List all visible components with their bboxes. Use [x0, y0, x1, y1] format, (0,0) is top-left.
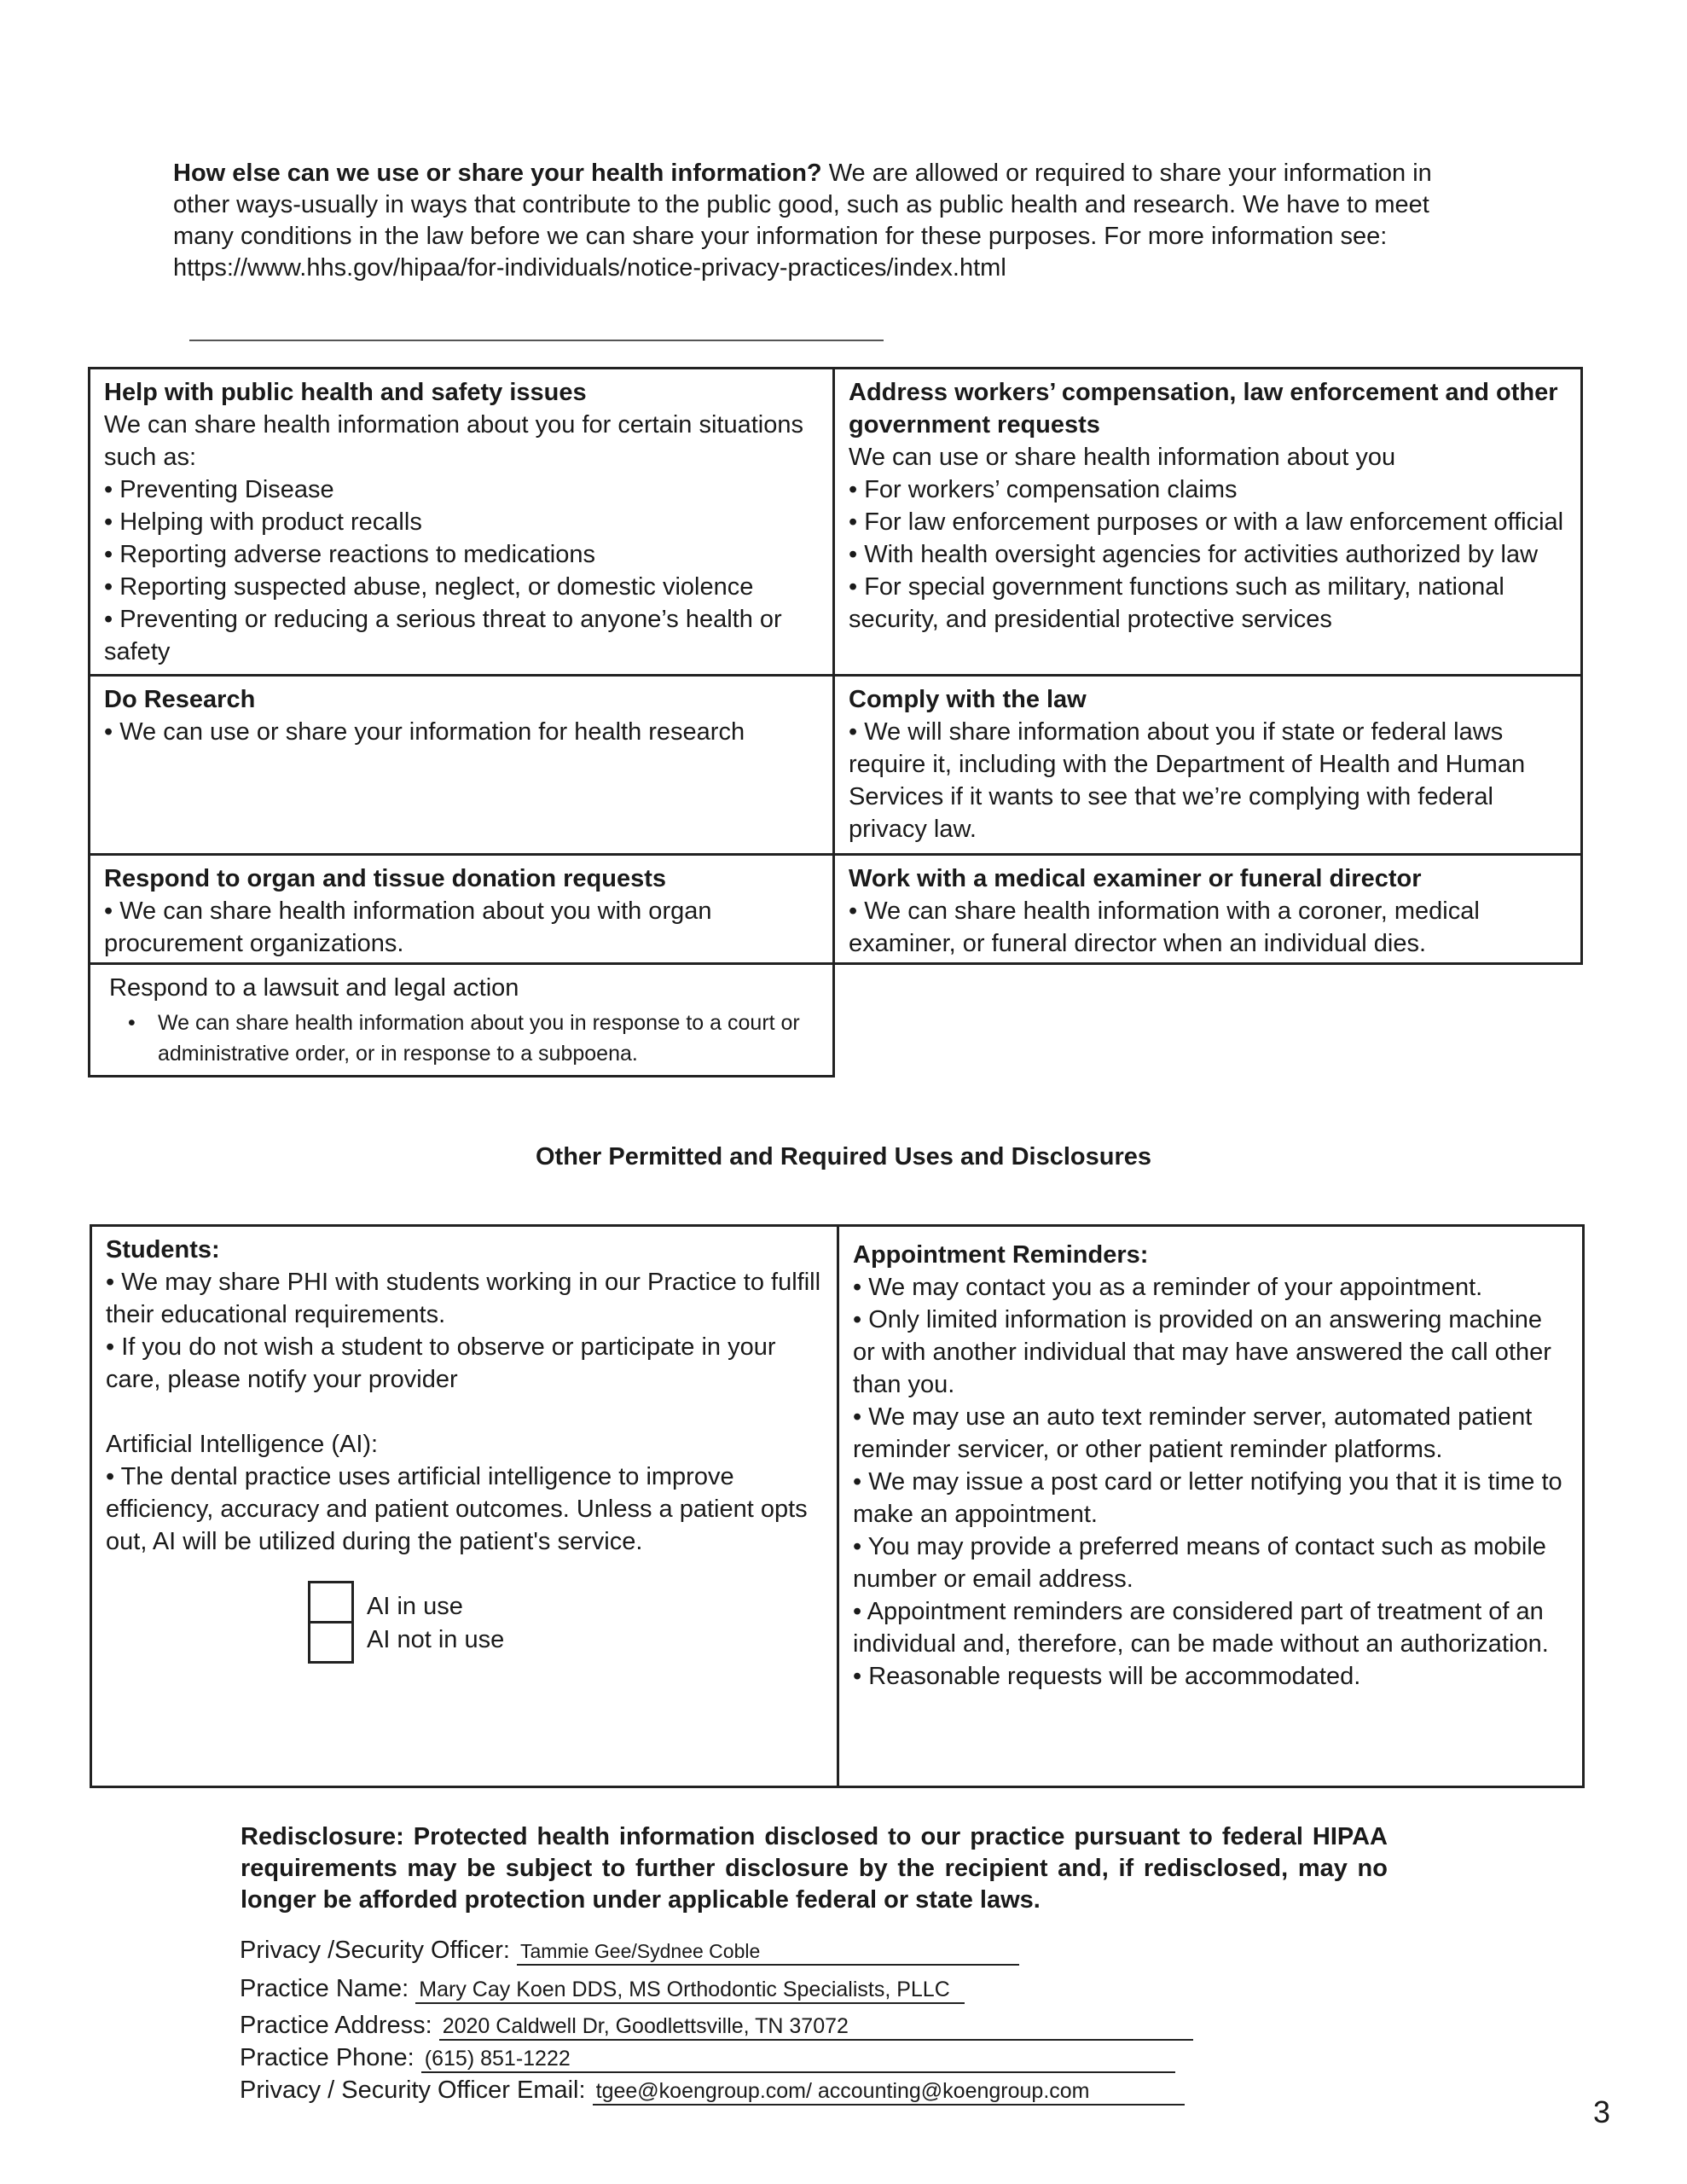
cell-title: Respond to a lawsuit and legal action	[109, 974, 519, 1002]
bullet: •	[128, 1011, 136, 1035]
list-item: • For workers’ compensation claims	[849, 476, 1238, 503]
intro-paragraph	[173, 158, 1487, 284]
list-item: • Preventing or reducing a serious threat to anyone’s health or safety	[104, 606, 782, 665]
practice-name-row	[240, 1973, 965, 2004]
officer-field[interactable]: Tammie Gee/Sydnee Coble	[517, 1938, 1019, 1966]
redisclosure-paragraph: Redisclosure: Protected health information disclosed to our practice pursuant to federal HIPAA requirements may be subject to further disclosure by the recipient and, if redisclosed, may no longer be afforded protection under applicable federal or state laws.	[241, 1823, 1388, 1914]
practice-name-label: Practice Name:	[240, 1975, 409, 2002]
list-item: • We will share information about you if state or federal laws require it, including with the Department of Health and Human Services if it wants to see that we’re complying with federal privacy law.	[849, 718, 1526, 843]
practice-phone-row	[240, 2042, 1175, 2073]
cell-workers-comp	[832, 367, 1583, 677]
cell-title: Address workers’ compensation, law enforcement and other government requests	[849, 379, 1558, 439]
cell-intro: We can share health information about you for certain situations such as:	[104, 411, 803, 471]
cell-title: Work with a medical examiner or funeral director	[849, 865, 1422, 892]
list-item: • With health oversight agencies for activities authorized by law	[849, 541, 1539, 568]
cell-intro: We can use or share health information about you	[849, 444, 1396, 471]
list-item: • We may contact you as a reminder of your appointment.	[853, 1274, 1483, 1301]
cell-students	[90, 1224, 839, 1788]
cell-comply-law	[832, 674, 1583, 856]
list-item: • For law enforcement purposes or with a law enforcement official	[849, 508, 1564, 536]
intro-divider	[189, 340, 884, 341]
practice-address-row	[240, 2010, 1193, 2041]
cell-title: Appointment Reminders:	[853, 1241, 1149, 1269]
lawsuit-text: We can share health information about you in response to a court or administrative order, or in response to a subpoena.	[158, 1011, 800, 1066]
intro-body: We are allowed or required to share your information in other ways-usually in ways that contribute to the public good, such as public health and research. We have to meet many conditions in the law before we can share your information for these purposes. For more information see: https://www.hhs.gov/hipaa/for-individuals/notice-privacy-practices/index.html	[173, 160, 1432, 282]
list-item: • Reasonable requests will be accommodated.	[853, 1663, 1361, 1690]
practice-phone-label: Practice Phone:	[240, 2044, 415, 2071]
officer-email-row	[240, 2075, 1185, 2106]
ai-not-in-use-checkbox[interactable]	[308, 1621, 354, 1664]
list-item: • For special government functions such as military, national security, and presidential protective services	[849, 573, 1504, 633]
cell-public-health	[88, 367, 835, 677]
section-title: Other Permitted and Required Uses and Disclosures	[536, 1143, 1151, 1170]
practice-address-label: Practice Address:	[240, 2012, 432, 2039]
officer-email-label: Privacy / Security Officer Email:	[240, 2077, 586, 2104]
officer-label: Privacy /Security Officer:	[240, 1937, 510, 1964]
cell-medical-examiner	[832, 853, 1583, 965]
practice-address-field[interactable]: 2020 Caldwell Dr, Goodlettsville, TN 37072	[439, 2013, 1193, 2041]
list-item: • Reporting adverse reactions to medications	[104, 541, 595, 568]
page-number: 3	[1592, 2094, 1610, 2129]
cell-research	[88, 674, 835, 856]
officer-row	[240, 1935, 1019, 1966]
officer-email-field[interactable]: tgee@koengroup.com/ accounting@koengroup.com	[593, 2078, 1185, 2106]
ai-not-in-use-label: AI not in use	[367, 1626, 505, 1653]
cell-organ-donation	[88, 853, 835, 965]
intro-question: How else can we use or share your health information?	[173, 160, 822, 187]
cell-title: Respond to organ and tissue donation requests	[104, 865, 666, 892]
cell-title: Do Research	[104, 686, 256, 713]
practice-name-field[interactable]: Mary Cay Koen DDS, MS Orthodontic Specialists, PLLC	[415, 1977, 965, 2004]
list-item: • We may issue a post card or letter notifying you that it is time to make an appointment.	[853, 1468, 1562, 1528]
list-item: • Only limited information is provided on an answering machine or with another individual that may have answered the call other than you.	[853, 1306, 1551, 1398]
ai-title: Artificial Intelligence (AI):	[106, 1431, 379, 1458]
practice-phone-field[interactable]: (615) 851-1222	[421, 2046, 1175, 2073]
list-item: • We may share PHI with students working in our Practice to fulfill their educational requirements.	[106, 1269, 821, 1328]
ai-in-use-label: AI in use	[367, 1593, 463, 1620]
lawsuit-item	[109, 1008, 819, 1069]
cell-title: Help with public health and safety issues	[104, 379, 587, 406]
cell-title: Students:	[106, 1236, 220, 1263]
list-item: • We can use or share your information for health research	[104, 718, 745, 746]
cell-title: Comply with the law	[849, 686, 1087, 713]
list-item: • We can share health information about you with organ procurement organizations.	[104, 897, 712, 957]
ai-text: • The dental practice uses artificial intelligence to improve efficiency, accuracy and patient outcomes. Unless a patient opts out, AI will be utilized during the patient's service.	[106, 1463, 808, 1555]
list-item: • We can share health information with a coroner, medical examiner, or funeral director when an individual dies.	[849, 897, 1480, 957]
ai-in-use-checkbox[interactable]	[308, 1581, 354, 1623]
list-item: • If you do not wish a student to observe or participate in your care, please notify your provider	[106, 1333, 776, 1393]
list-item: • Appointment reminders are considered part of treatment of an individual and, therefore, can be made without an authorization.	[853, 1598, 1549, 1658]
list-item: • Preventing Disease	[104, 476, 334, 503]
list-item: • Helping with product recalls	[104, 508, 422, 536]
cell-appointment-reminders	[837, 1224, 1585, 1788]
list-item: • You may provide a preferred means of contact such as mobile number or email address.	[853, 1533, 1546, 1593]
list-item: • We may use an auto text reminder server, automated patient reminder servicer, or other patient reminder platforms.	[853, 1403, 1533, 1463]
list-item: • Reporting suspected abuse, neglect, or domestic violence	[104, 573, 754, 601]
cell-lawsuit	[88, 962, 835, 1077]
